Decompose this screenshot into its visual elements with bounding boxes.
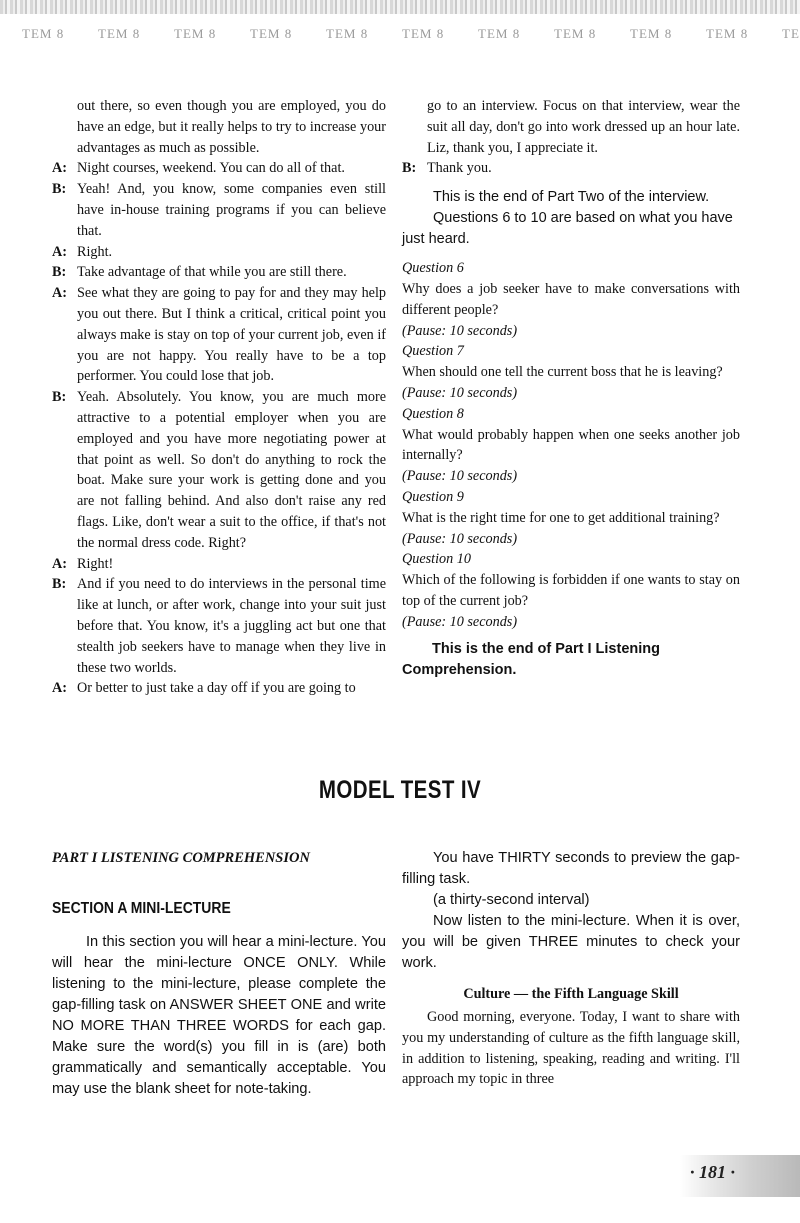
dialogue-text: Thank you.	[427, 160, 492, 177]
model-test-title: MODEL TEST IV	[318, 776, 482, 804]
question-title: Question 6	[402, 260, 464, 277]
dialogue-line	[52, 387, 386, 553]
pause-note: (Pause: 10 seconds)	[402, 322, 518, 339]
question-title: Question 7	[402, 343, 464, 360]
header-item: TEM 8	[630, 26, 673, 41]
question-list	[402, 258, 740, 632]
dialogue-text: Night courses, weekend. You can do all of that.	[77, 160, 345, 177]
running-header	[0, 26, 800, 46]
header-item: TEM 8	[402, 26, 445, 41]
speaker-label: A:	[52, 243, 67, 260]
header-item: TE	[782, 26, 800, 41]
announce-line: This is the end of Part Two of the interview.	[433, 189, 710, 206]
dialogue-text: Right!	[77, 555, 114, 572]
dialogue-text: And if you need to do interviews in the personal time like at lunch, or after work, change into your suit just before that. You know, it's a juggling act but one that stealth job seekers have to manage when they live in these two worlds.	[77, 576, 386, 676]
dialogue-left-column	[52, 96, 386, 699]
header-item: TEM 8	[706, 26, 749, 41]
header-item: TEM 8	[554, 26, 597, 41]
lecture-column	[402, 848, 740, 1090]
dialogue-line: out there, so even though you are employed, you do have an edge, but it really helps to try to increase your advantages as much as possible.	[77, 98, 386, 156]
dialogue-text: Yeah! And, you know, some companies even still have in-house training programs if you can believe that.	[77, 181, 386, 239]
dialogue-line	[52, 283, 386, 387]
questions-right-column	[402, 96, 740, 681]
preview-line: You have THIRTY seconds to preview the gap-filling task.	[402, 850, 740, 887]
dialogue-line	[52, 179, 386, 241]
question-text: What would probably happen when one seeks another job internally?	[402, 426, 740, 464]
dialogue-line	[52, 678, 386, 699]
speaker-label: A:	[52, 160, 67, 177]
question-text: When should one tell the current boss that he is leaving?	[402, 364, 723, 381]
dialogue-line	[52, 242, 386, 263]
speaker-label: B:	[52, 181, 67, 198]
dialogue-line	[402, 158, 740, 179]
header-item: TEM 8	[98, 26, 141, 41]
page-number: · 181 ·	[690, 1162, 735, 1182]
speaker-label: B:	[402, 160, 417, 177]
header-item: TEM 8	[174, 26, 217, 41]
dialogue-text: Right.	[77, 243, 113, 260]
header-item: TEM 8	[326, 26, 369, 41]
speaker-label: B:	[52, 576, 67, 593]
lecture-body: Good morning, everyone. Today, I want to share with you my understanding of culture as the fifth language skill, in addition to listening, speaking, reading and writing. I'll approach my topic in three	[402, 1009, 740, 1088]
instructions-text: In this section you will hear a mini-lecture. You will hear the mini-lecture ONCE ONLY. While listening to the mini-lecture, please complete the gap-filling task on ANSWER SHEET ONE and write NO MORE THAN THREE WORDS for each gap. Make sure the word(s) you fill in is (are) both grammatically and semantically acceptable. You may use the blank sheet for note-taking.	[52, 934, 386, 1097]
header-item: TEM 8	[478, 26, 521, 41]
part-end-announcement	[402, 187, 740, 250]
pause-note: (Pause: 10 seconds)	[402, 530, 518, 547]
interval-note: (a thirty-second interval)	[433, 892, 590, 908]
announce-line: Questions 6 to 10 are based on what you have just heard.	[402, 210, 733, 248]
speaker-label: A:	[52, 680, 67, 697]
question-text: Why does a job seeker have to make conversations with different people?	[402, 280, 740, 318]
listen-instruction: Now listen to the mini-lecture. When it is over, you will be given THREE minutes to check your work.	[402, 913, 740, 971]
dialogue-text: See what they are going to pay for and they may help you out there. But I think a critical, critical point you always make is stay on top of your current job, even if you are not happy. You really have to be a top performer. You could lose that job.	[77, 285, 386, 385]
speaker-label: A:	[52, 555, 67, 572]
speaker-label: B:	[52, 264, 67, 281]
pause-note: (Pause: 10 seconds)	[402, 468, 518, 485]
section-instructions	[52, 932, 386, 1100]
dialogue-line	[52, 158, 386, 179]
speaker-label: B:	[52, 389, 67, 406]
dialogue-text: Yeah. Absolutely. You know, you are much more attractive to a potential employer when you are employed and you have more negotiating power at that point as well. So don't do anything to rock the boat. Make sure your work is getting done and you are not falling behind. And also don't raise any red flags. Like, don't wear a suit to the office, if that's not the normal dress code. Right?	[77, 389, 386, 551]
lecture-title: Culture — the Fifth Language Skill	[463, 986, 679, 1002]
dialogue-text: Or better to just take a day off if you are going to	[77, 680, 356, 697]
header-item: TEM 8	[22, 26, 65, 41]
speaker-label: A:	[52, 285, 67, 302]
dialogue-line	[52, 574, 386, 678]
part-end-bold: This is the end of Part I Listening Comprehension.	[402, 640, 660, 678]
section-title: SECTION A MINI-LECTURE	[52, 900, 231, 917]
dialogue-line	[52, 554, 386, 575]
question-text: Which of the following is forbidden if one wants to stay on top of the current job?	[402, 572, 740, 609]
header-item: TEM 8	[250, 26, 293, 41]
question-text: What is the right time for one to get additional training?	[402, 509, 720, 526]
question-title: Question 10	[402, 551, 471, 568]
pause-note: (Pause: 10 seconds)	[402, 384, 518, 401]
question-title: Question 9	[402, 488, 464, 505]
dialogue-line	[52, 262, 386, 283]
part-title: PART I LISTENING COMPREHENSION	[52, 850, 310, 866]
dialogue-text: Take advantage of that while you are still there.	[77, 264, 347, 281]
header-decorative-band	[0, 0, 800, 14]
dialogue-line: go to an interview. Focus on that interview, wear the suit all day, don't go into work dressed up an hour late. Liz, thank you, I appreciate it.	[427, 98, 740, 156]
question-title: Question 8	[402, 405, 464, 422]
pause-note: (Pause: 10 seconds)	[402, 613, 518, 630]
